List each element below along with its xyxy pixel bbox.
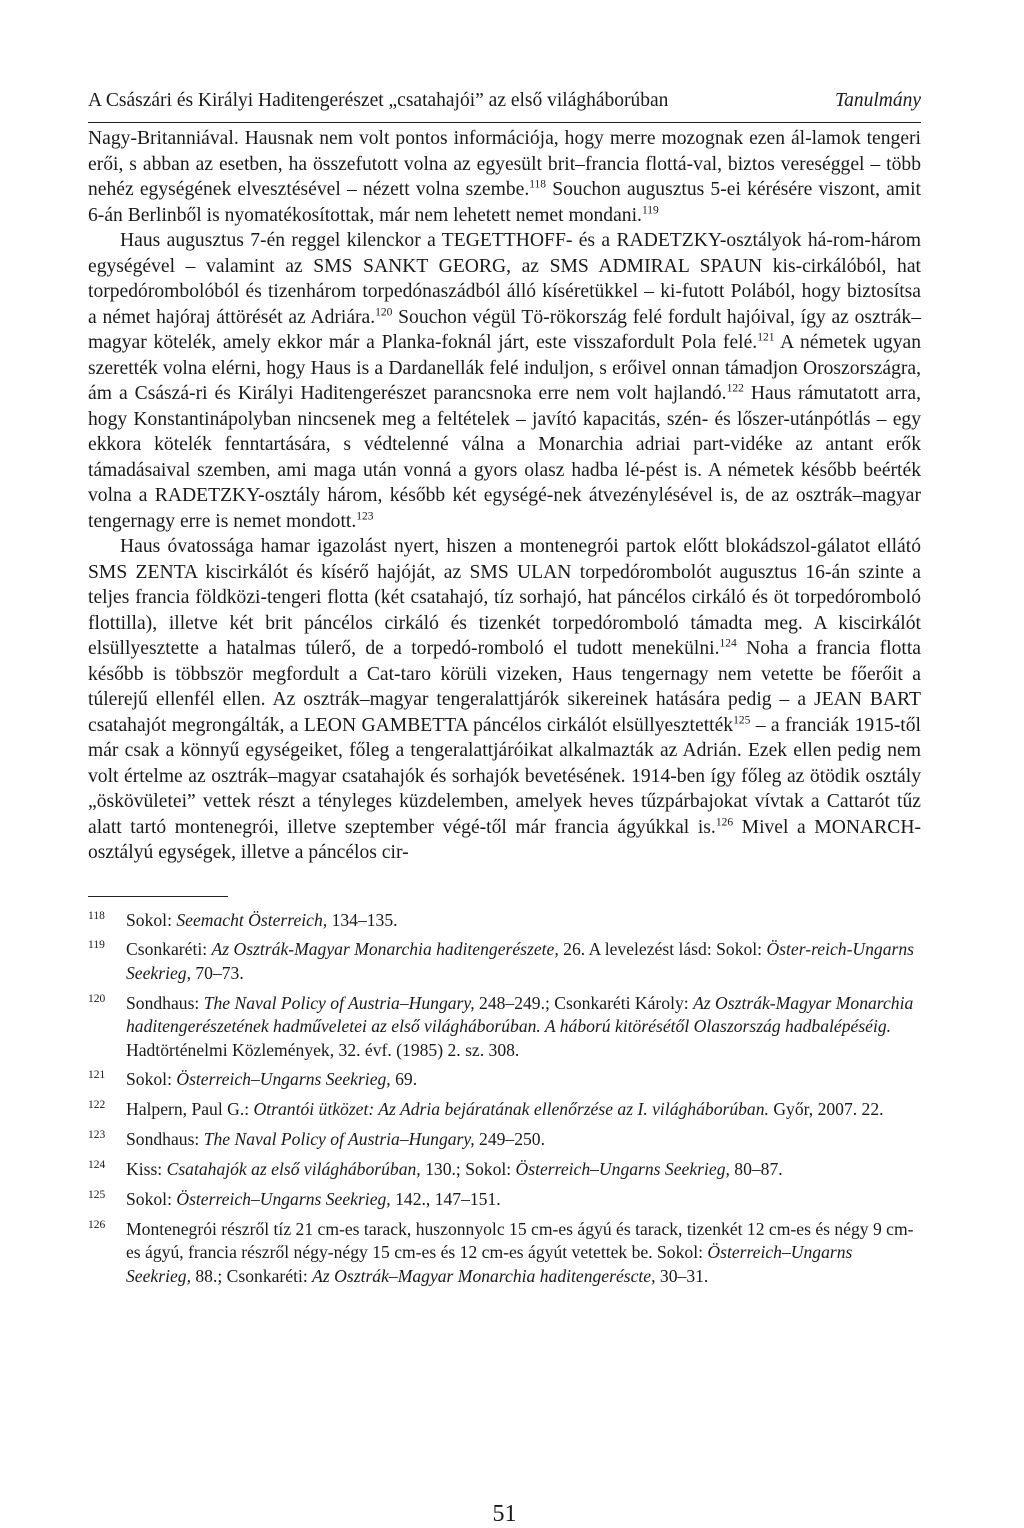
citation-title: The Naval Policy of Austria–Hungary, [203,1129,475,1150]
citation-title: Österreich–Ungarns Seekrieg, [176,1189,391,1210]
footnote-text [126,910,398,930]
text-run: 88.; Csonkaréti: [190,1265,313,1286]
footnote-text [126,1159,783,1179]
text-run: Souchon augusztus 5-ei kérésére viszont, amit 6-án Berlinből is nyomatékosítottak, már nem lehetett nemet mondani. [88,179,921,226]
paragraph [88,228,921,534]
footnote-ref[interactable]: 119 [641,203,659,216]
footnote-ref[interactable]: 120 [375,305,393,318]
text-run: Sokol: [126,909,177,930]
citation-title: Seemacht Österreich, [176,909,328,930]
text-run: Sokol: [126,1189,177,1210]
footnote-number: 121 [88,1069,106,1082]
text-run: Noha a francia flotta később is többször megfordult a Cat-taro körüli vizeken, Haus tengernagy nem vetette be főerőit a túlerejű ellenfél ellen. Az osztrák–magyar tengeralattjárók sikereinek hatására pedig – a JEAN BART csatahajót megrongálták, a LEON GAMBETTA páncélos cirkálót elsüllyesztették [88,638,921,736]
footnotes [88,909,921,1289]
citation-title: Az Osztrák-Magyar Monarchia haditengerészete, [211,939,559,960]
text-run: Nagy-Britanniával. Hausnak nem volt pontos információja, hogy merre mozognak ezen ál-lamok tengeri erői, s abban az esetben, ha összefutott volna az egyesült brit–francia flottá-val, biztos vereséggel – több nehéz egységének elvesztésével – nézett volna szembe. [88,128,921,200]
footnote [88,1188,921,1211]
citation-title: Österreich–Ungarns Seekrieg, [176,1069,391,1090]
footnote-number: 118 [88,909,105,922]
citation-title: Otrantói ütközet: Az Adria bejáratának ellenőrzése az I. világháborúban. [253,1099,769,1120]
citation-title: Öster-reich-Ungarns Seekrieg, [126,939,915,983]
footnote-number: 120 [88,992,106,1005]
text-run: 134–135. [327,909,398,930]
text-run: – a franciák 1915-től már csak a könnyű egységeiket, főleg a tengeralattjáróikat alkalmazták az Adrián. Ezek ellen pedig nem volt értelme az osztrák–magyar csatahajók és sorhajók bevetésének. 1914-ben így főleg az ötödik osztály „öskövületei” vettek részt a tényleges küzdelemben, amelyek heves tűzpárbajokat vívtak a Cattarót tűz alatt tartó montenegrói, illetve szeptember végé-től már francia ágyúkkal is. [88,714,921,838]
footnote-ref[interactable]: 121 [757,331,775,344]
text-run: Csonkaréti: [126,939,212,960]
text-run: 69. [390,1069,418,1090]
section-label: Tanulmány [835,90,921,111]
text-run: 142., 147–151. [390,1189,501,1210]
text-run: Souchon végül Tö-rökország felé fordult hajóival, így az osztrák–magyar kötelék, amely ekkor már a Planka-foknál járt, este visszafordult Pola felé. [88,306,921,353]
text-run: Haus rámutatott arra, hogy Konstantinápolyban nincsenek meg a feltételek – javító kapacitás, szén- és lőszer-utánpótlás – egy ekkora kötelék fenntartására, s védtelenné válna a Monarchia adriai part-vidéke az antant erők támadásaival szemben, ami maga után vonná a gyors olasz hadba lé-pést is. A németek később beérték volna a RADETZKY-osztály három, később két egységé-nek átvezénylésével is, de az osztrák–magyar tengernagy erre is nemet mondott. [88,383,921,532]
citation-title: Österreich–Ungarns Seekrieg, [515,1159,730,1180]
footnote-number: 122 [88,1099,106,1112]
text-run: Montenegrói részről tíz 21 cm-es tarack, huszonnyolc 15 cm-es ágyú és tarack, tizenkét 12 cm-es és négy 9 cm-es ágyú, francia részről négy-négy 15 cm-es és 12 cm-es ágyút vetettek be. Sokol: [126,1218,914,1263]
text-run: 80–87. [729,1159,783,1180]
citation-title: Az Osztrák–Magyar Monarchia haditengeréscte, [312,1265,656,1286]
text-run: Kiss: [126,1159,167,1180]
footnote-text [126,1189,501,1209]
text-run: 130.; Sokol: [420,1159,516,1180]
footnote-ref[interactable]: 123 [356,509,374,522]
text-run: Hadtörténelmi Közlemények, 32. évf. (1985) 2. sz. 308. [126,1039,520,1060]
text-run: Mivel a MONARCH-osztályú egységek, illetve a páncélos cir- [88,816,921,863]
citation-title: The Naval Policy of Austria–Hungary, [203,992,475,1013]
paragraph [88,534,921,866]
footnote-text [126,1099,884,1119]
paragraph [88,126,921,228]
footnote [88,1158,921,1181]
footnote-text [126,1129,545,1149]
footnote-ref[interactable]: 126 [715,815,734,828]
footnote-ref[interactable]: 124 [719,637,737,650]
footnote-text [126,1069,417,1089]
text-run: Győr, 2007. 22. [768,1099,884,1120]
citation-title: Csatahajók az első világháborúban, [166,1159,421,1180]
text-run: 70–73. [190,962,244,983]
text-run: A németek ugyan szerették volna elérni, hogy Haus is a Dardanellák felé induljon, s erőivel onnan támadjon Oroszországra, ám a Császá-ri és Királyi Haditengerészet parancsnoka erre nem volt hajlandó. [88,332,922,404]
footnote [88,909,921,932]
footnote [88,1068,921,1091]
footnote-text [126,1219,914,1286]
running-header [88,88,921,123]
text-run: Sondhaus: [126,1129,204,1150]
text-run: 248–249.; Csonkaréti Károly: [474,992,694,1013]
footnote [88,992,921,1062]
footnote-ref[interactable]: 125 [733,713,751,726]
text-run: Haus óvatossága hamar igazolást nyert, hiszen a montenegrói partok előtt blokádszol-gálatot ellátó SMS ZENTA kiscirkálót és kísérő hajóját, az SMS ULAN torpedórombolót augusztus 16-án szinte a teljes francia földközi-tengeri flotta (két csatahajó, tíz sorhajó, hat páncélos cirkáló és öt torpedóromboló flottilla), illetve két brit páncélos cirkáló és tizenkét torpedóromboló támadta meg. A kiscirkálót elsüllyesztette a hatalmas túlerő, de a torpedó-romboló el tudott menekülni. [88,536,921,659]
text-run: Sokol: [126,1069,177,1090]
footnote-number: 126 [88,1218,106,1231]
footnote [88,1128,921,1151]
text-run: Haus augusztus 7-én reggel kilenckor a TEGETTHOFF- és a RADETZKY-osztályok há-rom-három egységével – valamint az SMS SANKT GEORG, az SMS ADMIRAL SPAUN kis-cirkálóból, hat torpedórombolóból és tizenhárom torpedónaszádból álló kíséretükkel – ki-futott Polából, hogy biztosítsa a német hajóraj áttörését az Adriára. [88,230,921,328]
citation-title: Az Osztrák-Magyar Monarchia haditengerészetének hadműveletei az első világháborúban. A háború kitörésétől Olaszország hadbalépéséig. [126,992,914,1037]
text-run: Sondhaus: [126,992,204,1013]
footnote [88,1098,921,1121]
footnote-number: 124 [88,1159,106,1172]
running-title: A Császári és Királyi Haditengerészet „csatahajói” az első világháborúban [88,90,669,111]
footnote [88,1218,921,1288]
text-run: 30–31. [655,1265,709,1286]
text-run: Halpern, Paul G.: [126,1099,254,1120]
page [88,88,922,1527]
page-number: 51 [492,1501,517,1527]
footnote-separator [88,896,228,897]
footnote-number: 119 [88,939,105,952]
footnote-text [126,939,914,982]
footnote-ref[interactable]: 122 [726,382,744,395]
footnote-text [126,993,913,1060]
citation-title: Österreich–Ungarns Seekrieg, [126,1242,853,1286]
body-text [88,126,921,866]
footnote-ref[interactable]: 118 [529,178,547,191]
footnote-number: 125 [88,1189,106,1202]
text-run: 249–250. [474,1129,545,1150]
footnote [88,938,921,985]
footnote-number: 123 [88,1129,106,1142]
text-run: 26. A levelezést lásd: Sokol: [558,939,767,960]
